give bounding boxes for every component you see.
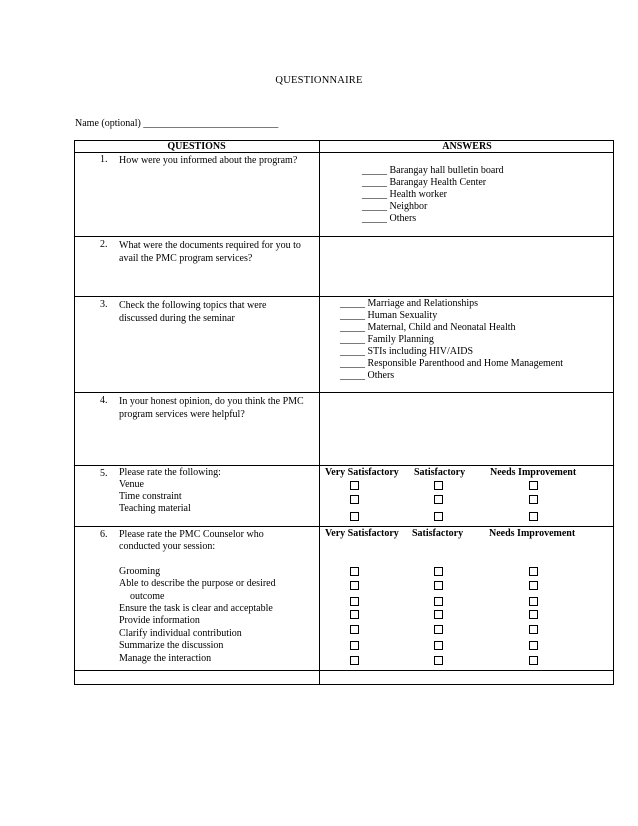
rating-checkbox[interactable] — [350, 641, 359, 650]
answer-option[interactable]: _____ Others — [362, 213, 417, 224]
question-line: avail the PMC program services? — [119, 253, 253, 264]
rating-checkbox[interactable] — [434, 610, 443, 619]
question-number: 1. — [100, 154, 108, 165]
row-divider-1 — [74, 236, 614, 237]
rating-checkbox[interactable] — [529, 567, 538, 576]
answer-option[interactable]: _____ Health worker — [362, 189, 447, 200]
question-text — [119, 299, 266, 325]
question-text — [119, 395, 304, 421]
scale-very-satisfactory: Very Satisfactory — [325, 528, 399, 539]
question-number: 6. — [100, 529, 108, 540]
rating-checkbox[interactable] — [350, 481, 359, 490]
rating-checkbox[interactable] — [434, 597, 443, 606]
rating-checkbox[interactable] — [434, 656, 443, 665]
rating-checkbox[interactable] — [434, 625, 443, 634]
rating-item: Ensure the task is clear and acceptable — [119, 603, 273, 615]
question-number: 4. — [100, 395, 108, 406]
rating-checkbox[interactable] — [350, 567, 359, 576]
rating-item: Provide information — [119, 615, 200, 627]
rating-checkbox[interactable] — [350, 512, 359, 521]
rating-checkbox[interactable] — [350, 656, 359, 665]
rating-checkbox[interactable] — [529, 656, 538, 665]
questions-header: QUESTIONS — [167, 141, 226, 152]
answer-options — [362, 165, 504, 225]
question-line: What were the documents required for you to — [119, 240, 301, 251]
rating-checkbox[interactable] — [350, 581, 359, 590]
scale-satisfactory: Satisfactory — [414, 467, 466, 478]
rating-checkbox[interactable] — [434, 567, 443, 576]
answer-option[interactable]: _____ Responsible Parenthood and Home Management — [340, 358, 564, 369]
question-number: 5. — [100, 468, 108, 479]
answer-option[interactable]: _____ Family Planning — [340, 334, 434, 345]
answer-option[interactable]: _____ STIs including HIV/AIDS — [340, 346, 474, 357]
answer-options — [340, 298, 563, 382]
scale-very-satisfactory: Very Satisfactory — [325, 467, 399, 478]
question-line: program services were helpful? — [119, 409, 245, 420]
answer-option[interactable]: _____ Marriage and Relationships — [340, 298, 479, 309]
row-divider-4 — [74, 465, 614, 466]
scale-needs-improvement: Needs Improvement — [489, 528, 576, 539]
answer-option[interactable]: _____ Human Sexuality — [340, 310, 438, 321]
page-title: QUESTIONNAIRE — [275, 75, 363, 86]
rating-item: Time constraint — [119, 491, 182, 502]
rating-checkbox[interactable] — [529, 625, 538, 634]
answer-option[interactable]: _____ Barangay Health Center — [362, 177, 487, 188]
question-line: Check the following topics that were — [119, 300, 267, 311]
rating-checkbox[interactable] — [529, 495, 538, 504]
scale-satisfactory: Satisfactory — [412, 528, 464, 539]
rating-checkbox[interactable] — [350, 495, 359, 504]
question-line: conducted your session: — [119, 541, 216, 553]
rating-checkbox[interactable] — [434, 512, 443, 521]
question-number: 2. — [100, 239, 108, 250]
rating-item: Teaching material — [119, 503, 191, 514]
rating-checkbox[interactable] — [529, 597, 538, 606]
answer-option[interactable]: _____ Neighbor — [362, 201, 428, 212]
rating-item: Grooming — [119, 565, 161, 577]
row-divider-5 — [74, 526, 614, 527]
rating-checkbox[interactable] — [350, 597, 359, 606]
name-field[interactable]: Name (optional) ___________________________ — [75, 118, 279, 129]
rating-item: Venue — [119, 479, 144, 490]
rating-item: Able to describe the purpose or desired — [119, 578, 276, 590]
question-line: discussed during the seminar — [119, 313, 235, 324]
rating-item: Summarize the discussion — [119, 640, 224, 652]
rating-checkbox[interactable] — [434, 641, 443, 650]
answer-option[interactable]: _____ Others — [340, 370, 395, 381]
rating-checkbox[interactable] — [529, 610, 538, 619]
row-divider-2 — [74, 296, 614, 297]
rating-checkbox[interactable] — [529, 641, 538, 650]
question-text — [119, 529, 276, 665]
row-divider-3 — [74, 392, 614, 393]
column-divider — [319, 140, 320, 685]
answer-option[interactable]: _____ Maternal, Child and Neonatal Health — [340, 322, 516, 333]
rating-checkbox[interactable] — [529, 481, 538, 490]
rating-item: Clarify individual contribution — [119, 627, 242, 639]
rating-checkbox[interactable] — [529, 512, 538, 521]
rating-checkbox[interactable] — [529, 581, 538, 590]
rating-checkbox[interactable] — [434, 481, 443, 490]
question-text: How were you informed about the program? — [119, 155, 298, 166]
rating-checkbox[interactable] — [434, 495, 443, 504]
rating-checkbox[interactable] — [350, 625, 359, 634]
rating-item: Manage the interaction — [119, 652, 212, 664]
question-number: 3. — [100, 299, 108, 310]
scale-needs-improvement: Needs Improvement — [490, 467, 577, 478]
answer-option[interactable]: _____ Barangay hall bulletin board — [362, 165, 504, 176]
header-divider — [74, 152, 614, 153]
rating-checkbox[interactable] — [350, 610, 359, 619]
answers-header: ANSWERS — [442, 141, 492, 152]
question-text — [119, 239, 301, 265]
question-text — [119, 467, 221, 515]
question-line: In your honest opinion, do you think the PMC — [119, 396, 304, 407]
question-intro: Please rate the following: — [119, 467, 221, 478]
rating-checkbox[interactable] — [434, 581, 443, 590]
rating-item: outcome — [130, 590, 165, 602]
question-line: Please rate the PMC Counselor who — [119, 529, 264, 540]
row-divider-6 — [74, 670, 614, 671]
